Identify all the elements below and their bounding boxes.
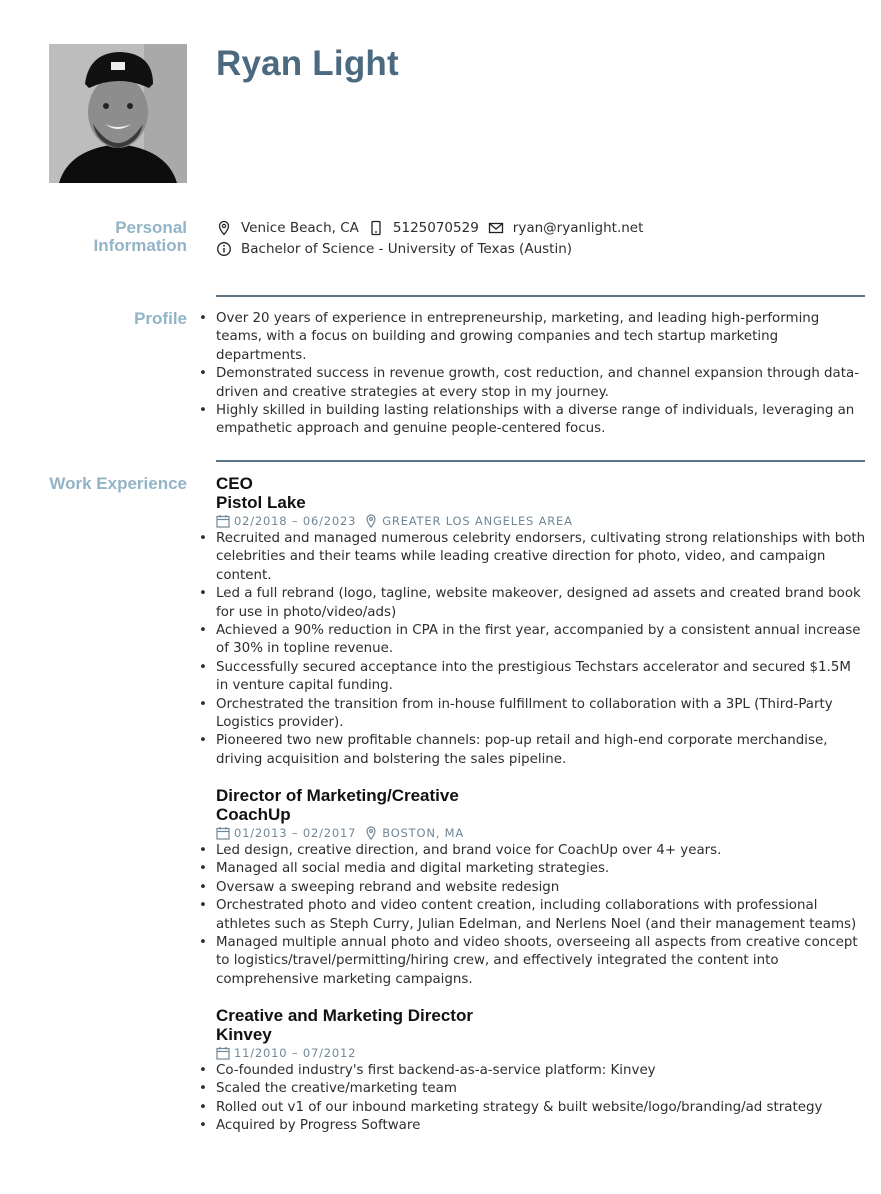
calendar-icon [216, 514, 230, 528]
list-item: • Orchestrated photo and video content creation, including collaborations with professional athletes such as Steph Curry, Julian Edelman, and Nerlens Noel (and their management teams) [216, 897, 866, 934]
divider [216, 295, 865, 297]
job-dates: 11/2010 – 07/2012 [234, 1046, 357, 1060]
profile-label: Profile [134, 309, 187, 328]
list-item: • Recruited and managed numerous celebrity endorsers, cultivating strong relationships with both celebrities and their teams while leading creative direction for photo, video, and campaign content. [216, 530, 866, 585]
job-bullets [216, 842, 866, 989]
list-item: • Orchestrated the transition from in-house fulfillment to collaboration with a 3PL (Third-Party Logistics provider). [216, 696, 866, 733]
job-company: Kinvey [216, 1025, 272, 1044]
job-location: GREATER LOS ANGELES AREA [382, 514, 573, 528]
email-value[interactable]: ryan@ryanlight.net [512, 220, 644, 236]
list-item: • Led design, creative direction, and brand voice for CoachUp over 4+ years. [216, 842, 866, 860]
job-entry [216, 1006, 866, 1136]
candidate-name: Ryan Light [216, 44, 399, 83]
list-item: • Acquired by Progress Software [216, 1117, 866, 1135]
divider [216, 460, 865, 462]
list-item: • Pioneered two new profitable channels: pop-up retail and high-end corporate merchandise, driving acquisition and bolstering the sales pipeline. [216, 732, 866, 769]
job-meta [216, 1044, 866, 1062]
list-item: • Rolled out v1 of our inbound marketing strategy & built website/logo/branding/ad strategy [216, 1099, 866, 1117]
personal-info-label [40, 219, 187, 255]
list-item: • Co-founded industry's first backend-as-a-service platform: Kinvey [216, 1062, 866, 1080]
list-item: • Managed multiple annual photo and video shoots, overseeing all aspects from creative concept to logistics/travel/permitting/hiring crew, and effectively integrated the content into comprehensive marketing campaigns. [216, 934, 866, 989]
job-bullets [216, 530, 866, 769]
location-pin-icon [364, 514, 378, 528]
job-title: CEO [216, 474, 253, 493]
calendar-icon [216, 826, 230, 840]
job-title: Creative and Marketing Director [216, 1006, 473, 1025]
personal-info-label-line1: Personal [115, 218, 187, 237]
contact-row [216, 218, 652, 238]
list-item: • Managed all social media and digital marketing strategies. [216, 860, 866, 878]
list-item: • Demonstrated success in revenue growth, cost reduction, and channel expansion through data-driven and creative strategies at every stop in my journey. [216, 365, 866, 402]
job-company: Pistol Lake [216, 493, 306, 512]
phone-icon [368, 220, 384, 236]
education-row [216, 239, 581, 259]
job-location: BOSTON, MA [382, 826, 465, 840]
list-item: • Successfully secured acceptance into the prestigious Techstars accelerator and secured $1.5M in venture capital funding. [216, 659, 866, 696]
job-bullets [216, 1062, 866, 1136]
job-dates: 01/2013 – 02/2017 [234, 826, 357, 840]
calendar-icon [216, 1046, 230, 1060]
list-item: • Highly skilled in building lasting relationships with a diverse range of individuals, leveraging an empathetic approach and genuine people-centered focus. [216, 402, 866, 439]
location-value: Venice Beach, CA [241, 220, 359, 236]
job-entry [216, 786, 866, 989]
list-item: • Scaled the creative/marketing team [216, 1080, 866, 1098]
job-entry [216, 474, 866, 769]
list-item: • Led a full rebrand (logo, tagline, website makeover, designed ad assets and created brand book for use in photo/video/ads) [216, 585, 866, 622]
profile-photo [49, 44, 187, 183]
job-title: Director of Marketing/Creative [216, 786, 459, 805]
list-item: • Over 20 years of experience in entrepreneurship, marketing, and leading high-performing teams, with a focus on building and growing companies and tech startup marketing departments. [216, 310, 866, 365]
work-experience-label: Work Experience [49, 474, 187, 493]
profile-list [216, 310, 866, 439]
list-item: • Achieved a 90% reduction in CPA in the first year, accompanied by a consistent annual increase of 30% in topline revenue. [216, 622, 866, 659]
list-item: • Oversaw a sweeping rebrand and website redesign [216, 879, 866, 897]
education-value: Bachelor of Science - University of Texas (Austin) [241, 241, 573, 257]
job-dates: 02/2018 – 06/2023 [234, 514, 357, 528]
info-icon [216, 241, 232, 257]
job-company: CoachUp [216, 805, 291, 824]
location-pin-icon [216, 220, 232, 236]
location-pin-icon [364, 826, 378, 840]
phone-value: 5125070529 [392, 220, 479, 236]
job-meta [216, 824, 866, 842]
email-icon [488, 220, 504, 236]
personal-info-label-line2: Information [93, 236, 187, 255]
job-meta [216, 512, 866, 530]
